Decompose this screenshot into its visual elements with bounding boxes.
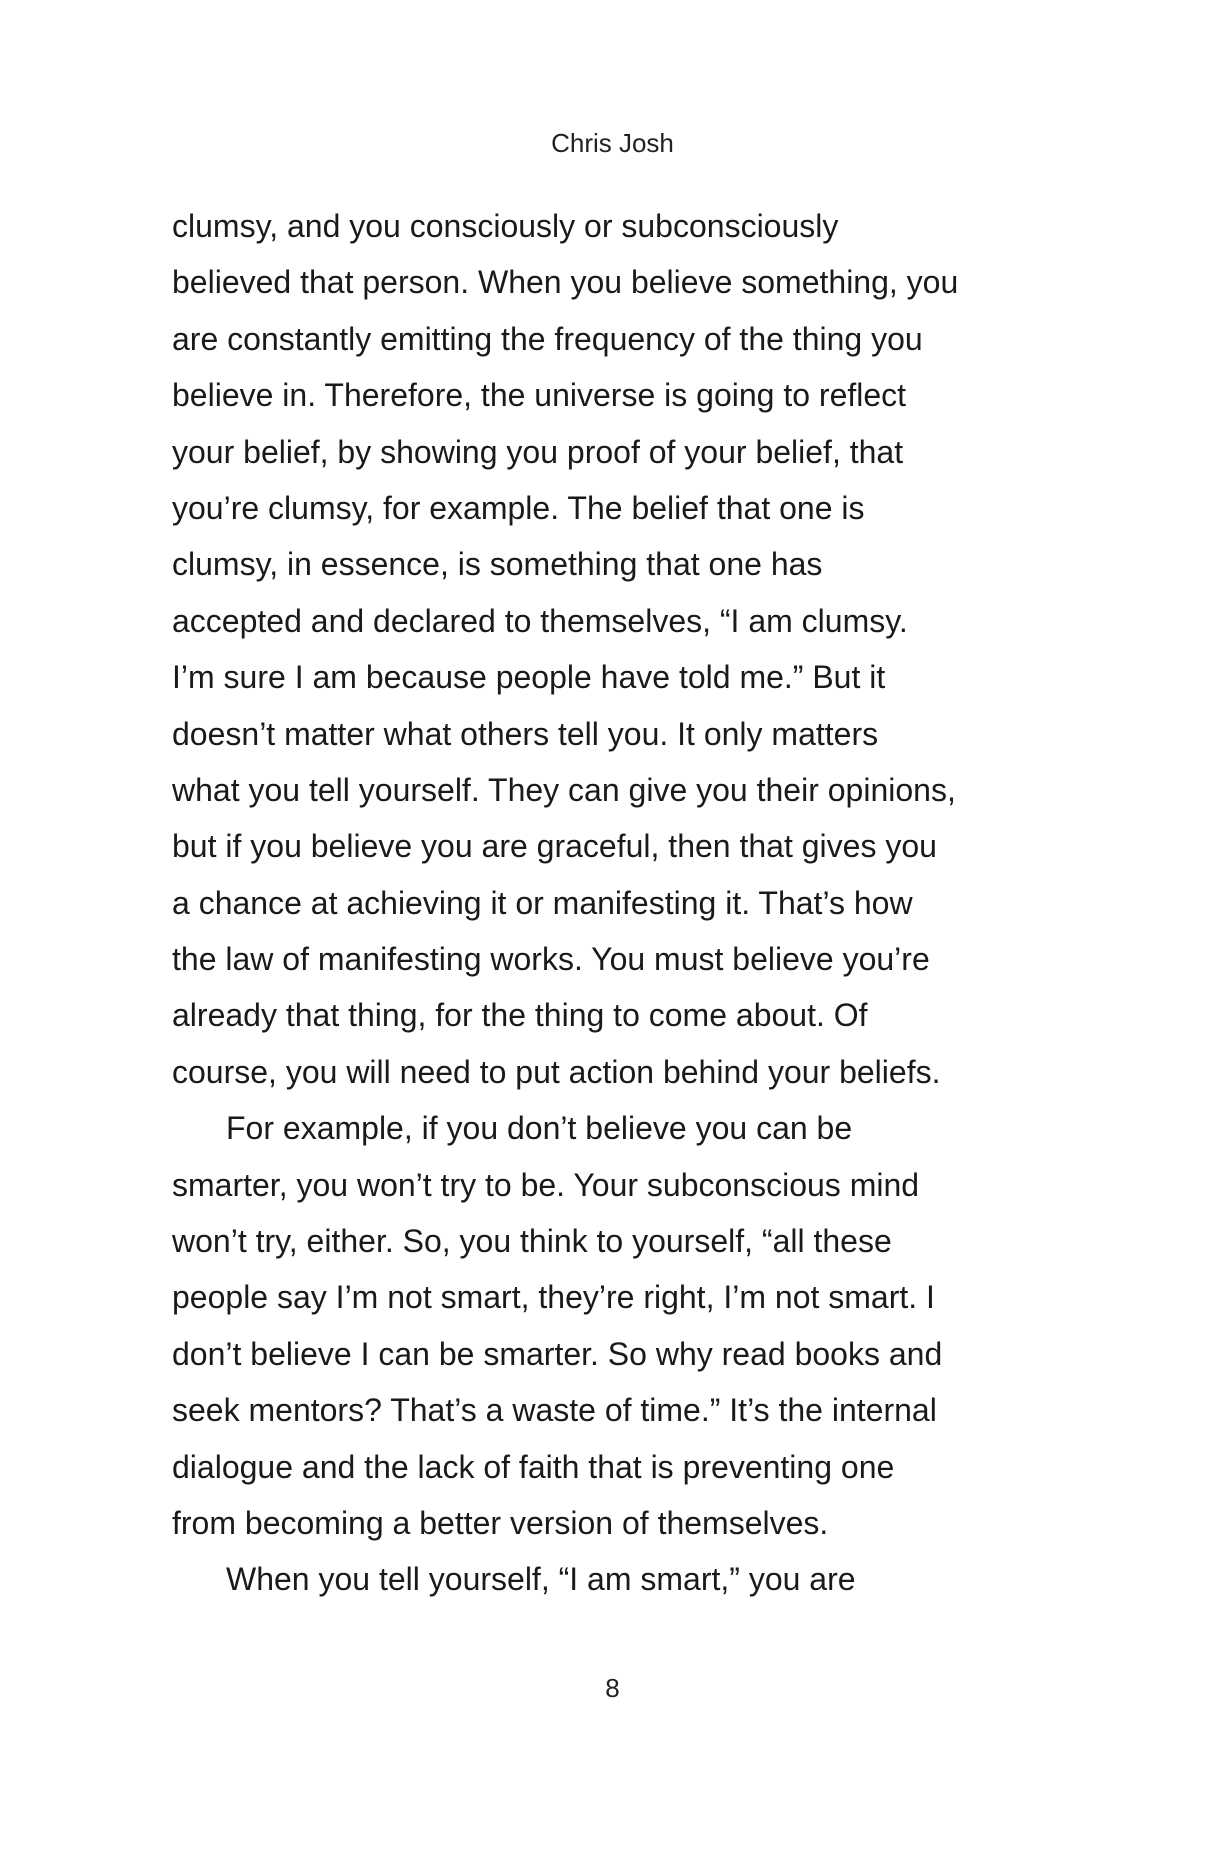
text-line: smarter, you won’t try to be. Your subconscious mind <box>172 1166 920 1203</box>
text-line: are constantly emitting the frequency of the thing you <box>172 320 923 357</box>
text-line: you’re clumsy, for example. The belief that one is <box>172 489 865 526</box>
running-head: Chris Josh <box>551 128 674 158</box>
text-line: from becoming a better version of themselves. <box>172 1504 829 1541</box>
text-line: clumsy, and you consciously or subconsciously <box>172 208 839 244</box>
text-line: won’t try, either. So, you think to yourself, “all these <box>172 1223 892 1260</box>
text-line: believed that person. When you believe something, you <box>172 264 959 301</box>
text-line: doesn’t matter what others tell you. It only matters <box>172 715 879 752</box>
page-number: 8 <box>605 1673 620 1703</box>
text-line: I’m sure I am because people have told me.” But it <box>172 659 886 696</box>
text-line: accepted and declared to themselves, “I am clumsy. <box>172 602 908 639</box>
text-line: dialogue and the lack of faith that is preventing one <box>172 1448 895 1485</box>
text-line: people say I’m not smart, they’re right, I’m not smart. I <box>172 1279 935 1316</box>
text-line: what you tell yourself. They can give you their opinions, <box>172 771 956 808</box>
text-line: already that thing, for the thing to come about. Of <box>172 997 868 1034</box>
text-line: course, you will need to put action behind your beliefs. <box>172 1053 941 1090</box>
text-line: don’t believe I can be smarter. So why read books and <box>172 1335 943 1372</box>
text-line: believe in. Therefore, the universe is going to reflect <box>172 377 907 414</box>
text-line: When you tell yourself, “I am smart,” you are <box>226 1561 856 1598</box>
text-line: For example, if you don’t believe you can be <box>226 1110 853 1147</box>
text-line: the law of manifesting works. You must believe you’re <box>172 941 930 978</box>
text-line: but if you believe you are graceful, then that gives you <box>172 828 937 865</box>
body-text <box>172 198 1052 1608</box>
text-line: your belief, by showing you proof of your belief, that <box>172 433 904 470</box>
text-line: clumsy, in essence, is something that one has <box>172 546 823 583</box>
text-line: a chance at achieving it or manifesting it. That’s how <box>172 884 913 921</box>
text-line: seek mentors? That’s a waste of time.” It’s the internal <box>172 1392 937 1429</box>
